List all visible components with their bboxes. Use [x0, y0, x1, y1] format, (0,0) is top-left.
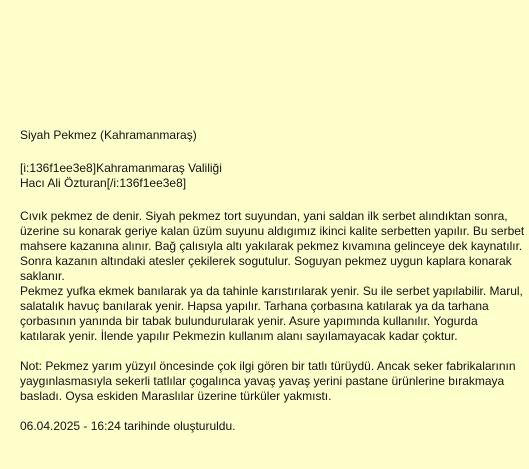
document-title: Siyah Pekmez (Kahramanmaraş)	[20, 128, 197, 142]
note-paragraph: Not: Pekmez yarım yüzyıl öncesinde çok ilgi gören bir tatlı türüydü. Ancak seker fabrikalarının yaygınlasmasıyla sekerli tatlılar çogalınca yavaş yavaş yerini pastane ürünlerine bırakmaya basladı. Oysa eskiden Maraslılar üzerine türküler yakmıstı.	[20, 359, 516, 403]
source-attribution	[20, 161, 525, 191]
paragraph-usage: Pekmez yufka ekmek banılarak ya da tahinle karıstırılarak yenir. Su ile serbet yapılabilir. Marul, salatalık havuç banılarak yenir. Hapsa yapılır. Tarhana çorbasına katılarak ya da tarhana çorbasının yanında bir tabak bulundurularak yenir. Asure yapımında kullanılır. Yogurda katılarak yenir. İlende yapılır Pekmezin kullanım alanı sayılamayacak kadar çoktur.	[20, 284, 523, 343]
created-timestamp: 06.04.2025 - 16:24 tarihinde oluşturuldu.	[20, 419, 236, 433]
source-line-1: [i:136f1ee3e8]Kahramanmaraş Valiliği	[20, 161, 222, 175]
paragraph-production: Cıvık pekmez de denir. Siyah pekmez tort suyundan, yani saldan ilk serbet alındıktan sonra, üzerine su konarak geriye kalan üzüm suyunu aldıgımız ikinci kalite serbetten yapılır. Bu serbet mahsere kazanına alınır. Bağ çalısıyla altı yakılarak pekmez kıvamına gelinceye dek kaynatılır. Sonra kazanın altındaki atesler çekilerek sogutulur. Soguyan pekmez uygun kaplara konarak saklanır.	[20, 209, 525, 283]
source-line-2: Hacı Ali Özturan[/i:136f1ee3e8]	[20, 176, 187, 190]
document-body	[20, 128, 525, 434]
